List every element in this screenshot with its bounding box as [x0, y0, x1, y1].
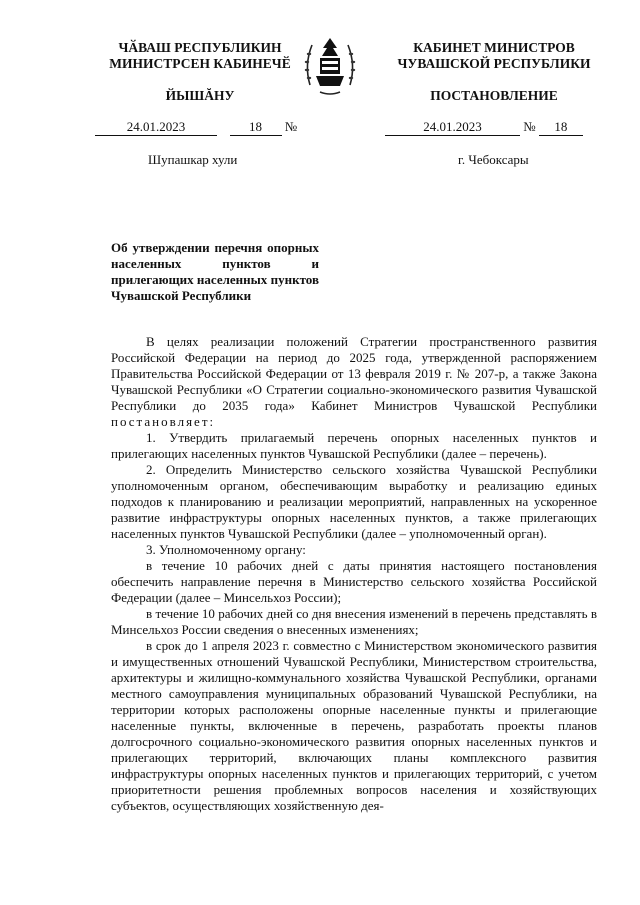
header-right-line1: КАБИНЕТ МИНИСТРОВ: [413, 40, 575, 55]
document-body: [111, 334, 597, 814]
document-title: Об утверждении перечня опорных населенных пунктов и прилегающих населенных пунктов Чувашской Республики: [111, 240, 319, 303]
place-right: г. Чебоксары: [458, 152, 529, 167]
decree-word: постановляет:: [111, 414, 216, 429]
number-left: 18: [230, 119, 282, 136]
doc-type-right: ПОСТАНОВЛЕНИЕ: [430, 88, 558, 103]
paragraph-3-item-3: в срок до 1 апреля 2023 г. совместно с Министерством экономического развития и имущественных отношений Чувашской Республики, Министерством строительства, архитектуры и жилищно-коммунального хозяйства Чувашской Республики, органами местного самоуправления муниципальных образований Чувашской Республики, на территории которых расположены опорные населенные пункты и прилегающие населенные пункты, включенные в перечень, разработать проекты планов долгосрочного социально-экономического развития опорных населенных пунктов и прилегающих территорий, включающих планы комплексного развития инфраструктуры опорных населенных пунктов и прилегающих территорий, с учетом приоритетности решения проблемных вопросов населения и хозяйствующих субъектов, осуществляющих хозяйственную дея-: [111, 638, 597, 813]
header-right-org: [390, 40, 598, 72]
paragraph-3: 3. Уполномоченному органу:: [146, 542, 306, 557]
header-left-line1: ЧӐВАШ РЕСПУБЛИКИН: [118, 40, 282, 55]
date-left: 24.01.2023: [95, 119, 217, 136]
number-sign-right: №: [523, 119, 536, 134]
number-right: 18: [539, 119, 583, 136]
header-left-line2: МИНИСТРСЕН КАБИНЕЧӖ: [109, 56, 291, 71]
number-sign-left: №: [284, 119, 298, 134]
date-right: 24.01.2023: [385, 119, 520, 136]
doc-meta-left: [95, 119, 297, 136]
doc-meta-right: [385, 119, 583, 136]
chuvash-coat-of-arms-icon: [300, 30, 360, 100]
doc-type-left: ЙЫШĂНУ: [165, 88, 235, 103]
paragraph-2: 2. Определить Министерство сельского хозяйства Чувашской Республики уполномоченным органом, обеспечивающим выработку и реализацию единых подходов к планированию и реализации мероприятий, направленных на ускоренное развитие инфраструктуры опорных населенных пунктов, а также прилегающих населенных пунктов Чувашской Республики (далее – уполномоченный орган).: [111, 462, 597, 541]
paragraph-1: 1. Утвердить прилагаемый перечень опорных населенных пунктов и прилегающих населенных пунктов Чувашской Республики (далее – перечень).: [111, 430, 597, 461]
paragraph-3-item-2: в течение 10 рабочих дней со дня внесения изменений в перечень представлять в Минсельхоз России сведения о внесенных изменениях;: [111, 606, 597, 637]
preamble-text: В целях реализации положений Стратегии пространственного развития Российской Федерации на период до 2025 года, утвержденной распоряжением Правительства Российской Федерации от 13 февраля 2019 г. № 207-р, а также Закона Чувашской Республики «О Стратегии социально-экономического развития Чувашской Республики до 2035 года» Кабинет Министров Чувашской Республики: [111, 334, 597, 413]
header-left-org: [95, 40, 305, 72]
paragraph-preamble: [111, 334, 597, 430]
header-right-line2: ЧУВАШСКОЙ РЕСПУБЛИКИ: [397, 56, 591, 71]
place-left: Шупашкар хули: [148, 152, 238, 167]
paragraph-3-item-1: в течение 10 рабочих дней с даты принятия настоящего постановления обеспечить направление перечня в Министерство сельского хозяйства Российской Федерации (далее – Минсельхоз России);: [111, 558, 597, 605]
